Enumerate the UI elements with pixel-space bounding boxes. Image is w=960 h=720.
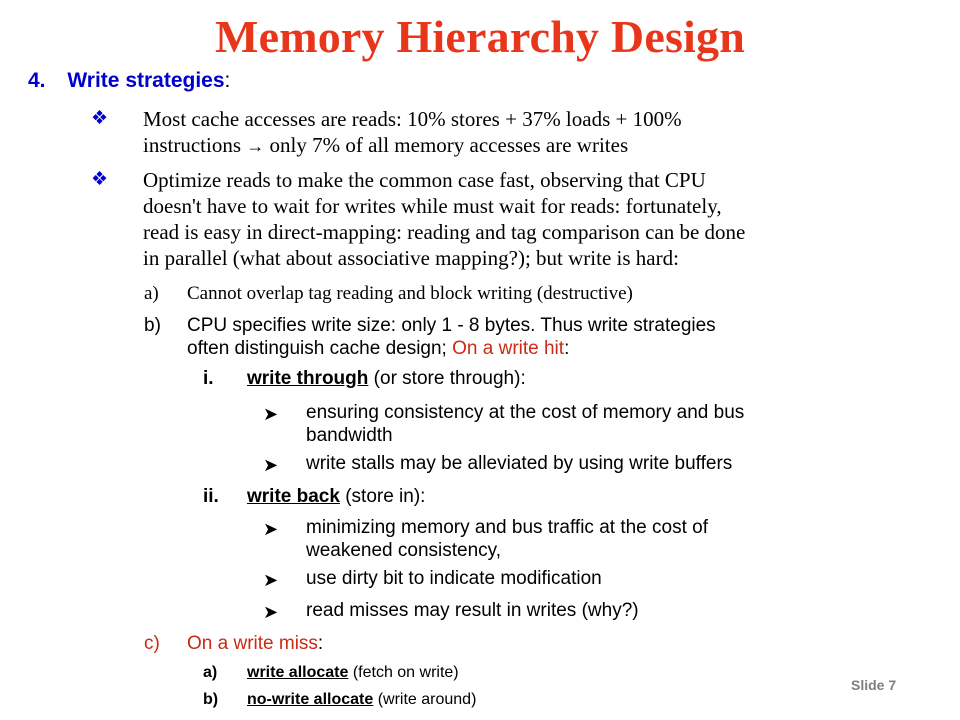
diamond-bullet-icon: ❖ [91,108,109,129]
miss-a-marker: a) [203,664,218,681]
bullet-optimize-line2: doesn't have to wait for writes while must wait for reads: fortunately, [143,194,722,218]
sub-b-text [187,314,927,360]
write-back-heading [247,485,425,508]
arrow-bullet-icon: ➤ [263,519,279,539]
sub-b-marker: b) [144,315,161,336]
sub-c-marker: c) [144,633,160,654]
write-through-item-1-line1: ensuring consistency at the cost of memory and bus [306,402,745,423]
right-arrow-icon: → [246,136,265,156]
section-colon: : [224,69,231,92]
write-back-item-1 [306,516,926,562]
bullet-reads-line1: Most cache accesses are reads: 10% stores + 37% loads + 100% [143,107,682,131]
diamond-bullet-icon: ❖ [91,169,109,190]
write-allocate-rest: (fetch on write) [348,664,459,681]
sub-a-text: Cannot overlap tag reading and block writing (destructive) [187,283,633,304]
sub-b-line2 [187,337,927,360]
bullet-optimize-line4: in parallel (what about associative mapping?); but write is hard: [143,246,679,270]
sub-b-line2-a: often distinguish cache design; [187,338,453,359]
arrow-bullet-icon: ➤ [263,570,279,590]
bullet-reads-text-a: instructions [143,133,247,157]
write-through-item-1 [306,401,926,447]
sub-c-text [187,632,323,655]
write-back-item-2: use dirty bit to indicate modification [306,568,602,589]
write-through-heading [247,367,526,390]
write-back-item-1-line1: minimizing memory and bus traffic at the cost of [306,517,708,538]
page-title: Memory Hierarchy Design [214,11,746,62]
slide-number: Slide 7 [851,677,897,693]
bullet-reads-text-b: only 7% of all memory accesses are writes [264,133,629,157]
write-through-marker: i. [203,368,214,389]
no-write-allocate-label: no-write allocate [247,691,374,708]
miss-b-text [247,690,476,710]
write-back-rest: (store in): [339,486,426,507]
no-write-allocate-rest: (write around) [373,691,477,708]
write-hit-label: On a write hit [452,338,565,359]
arrow-bullet-icon: ➤ [263,602,279,622]
sub-c-colon: : [317,633,324,654]
section-heading [28,68,230,94]
write-through-rest: (or store through): [368,368,526,389]
write-allocate-label: write allocate [247,664,349,681]
write-back-marker: ii. [203,486,219,507]
sub-b-line2-colon: : [564,338,570,359]
section-label: Write strategies [67,69,225,92]
miss-b-marker: b) [203,691,219,708]
write-miss-label: On a write miss [187,633,318,654]
write-through-item-1-line2: bandwidth [306,425,393,446]
write-back-item-1-line2: weakened consistency, [306,540,502,561]
write-through-label: write through [247,368,369,389]
write-through-item-2: write stalls may be alleviated by using write buffers [306,453,733,474]
miss-a-text [247,663,459,683]
bullet-optimize-line1: Optimize reads to make the common case fast, observing that CPU [143,168,706,192]
write-back-label: write back [247,486,340,507]
sub-a-marker: a) [144,283,159,304]
arrow-bullet-icon: ➤ [263,404,279,424]
bullet-optimize-line3: read is easy in direct-mapping: reading and tag comparison can be done [143,220,746,244]
section-number: 4. [28,69,46,92]
sub-b-line1: CPU specifies write size: only 1 - 8 bytes. Thus write strategies [187,315,716,336]
bullet-optimize [143,167,943,271]
bullet-reads-line2 [143,132,943,158]
write-back-item-3: read misses may result in writes (why?) [306,600,639,621]
arrow-bullet-icon: ➤ [263,455,279,475]
bullet-reads [143,106,943,158]
